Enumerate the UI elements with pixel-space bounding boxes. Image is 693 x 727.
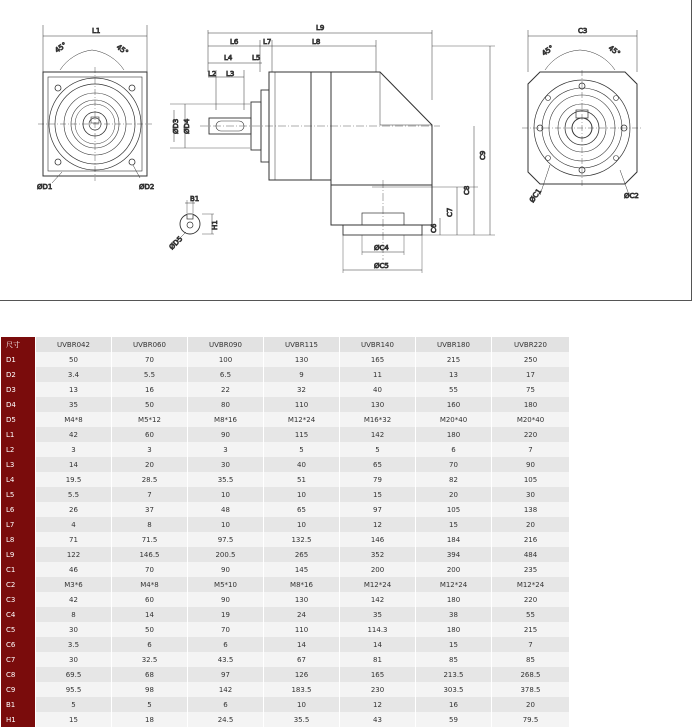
table-cell: 97 [340, 502, 416, 517]
table-cell: 7 [492, 637, 570, 652]
column-header-uvbr180: UVBR180 [416, 337, 492, 352]
table-cell: 12 [340, 517, 416, 532]
table-cell: 42 [36, 592, 112, 607]
technical-drawing [0, 0, 692, 301]
table-cell: 132.5 [264, 532, 340, 547]
dim-D3-label: ØD3 [172, 118, 180, 134]
corner-label: 尺寸 [1, 337, 36, 352]
table-cell: 100 [188, 352, 264, 367]
table-cell: 115 [264, 427, 340, 442]
table-cell: 43.5 [188, 652, 264, 667]
table-cell: 130 [264, 592, 340, 607]
table-cell: 40 [264, 457, 340, 472]
dim-L1-label: L1 [92, 27, 101, 35]
table-cell: 65 [264, 502, 340, 517]
table-row [1, 667, 570, 682]
table-cell: 48 [188, 502, 264, 517]
table-cell: 165 [340, 667, 416, 682]
table-cell: 40 [340, 382, 416, 397]
table-cell: 7 [112, 487, 188, 502]
table-cell: M4*8 [112, 577, 188, 592]
table-cell: 142 [188, 682, 264, 697]
table-cell: 18 [112, 712, 188, 727]
table-cell: 50 [36, 352, 112, 367]
table-cell: 5.5 [36, 487, 112, 502]
table-cell: 85 [492, 652, 570, 667]
front-view [37, 25, 154, 191]
table-cell: 97 [188, 667, 264, 682]
table-cell: 200 [416, 562, 492, 577]
table-cell: 352 [340, 547, 416, 562]
table-cell: 80 [188, 397, 264, 412]
table-cell: 3 [188, 442, 264, 457]
dim-C9-label: C9 [479, 150, 487, 160]
table-cell: 183.5 [264, 682, 340, 697]
table-cell: 3 [36, 442, 112, 457]
table-header-row [1, 337, 570, 352]
table-cell: 165 [340, 352, 416, 367]
table-row [1, 637, 570, 652]
row-label-l2: L2 [1, 442, 36, 457]
table-cell: 6 [188, 637, 264, 652]
table-cell: 98 [112, 682, 188, 697]
table-cell: 3 [112, 442, 188, 457]
row-label-d5: D5 [1, 412, 36, 427]
table-cell: 184 [416, 532, 492, 547]
table-row [1, 682, 570, 697]
table-row [1, 442, 570, 457]
table-cell: 35 [340, 607, 416, 622]
table-cell: 114.3 [340, 622, 416, 637]
table-cell: M5*10 [188, 577, 264, 592]
row-label-l3: L3 [1, 457, 36, 472]
table-cell: 68 [112, 667, 188, 682]
table-cell: 17 [492, 367, 570, 382]
row-label-c8: C8 [1, 667, 36, 682]
table-cell: 19 [188, 607, 264, 622]
table-cell: 6 [112, 637, 188, 652]
row-label-l6: L6 [1, 502, 36, 517]
table-cell: 230 [340, 682, 416, 697]
table-cell: 50 [112, 622, 188, 637]
side-view [167, 24, 495, 273]
row-label-l5: L5 [1, 487, 36, 502]
column-header-uvbr042: UVBR042 [36, 337, 112, 352]
table-row [1, 517, 570, 532]
output-view [522, 27, 642, 204]
row-label-d2: D2 [1, 367, 36, 382]
table-cell: 14 [112, 607, 188, 622]
table-cell: 122 [36, 547, 112, 562]
table-cell: 55 [416, 382, 492, 397]
table-cell: 20 [416, 487, 492, 502]
table-cell: 105 [416, 502, 492, 517]
table-cell: 215 [416, 352, 492, 367]
table-cell: 250 [492, 352, 570, 367]
column-header-uvbr090: UVBR090 [188, 337, 264, 352]
table-cell: 79 [340, 472, 416, 487]
table-cell: M20*40 [416, 412, 492, 427]
table-cell: 110 [264, 622, 340, 637]
row-label-l1: L1 [1, 427, 36, 442]
dim-D5-label: ØD5 [167, 234, 185, 252]
table-row [1, 562, 570, 577]
table-cell: 15 [340, 487, 416, 502]
table-cell: 8 [36, 607, 112, 622]
table-cell: 50 [112, 397, 188, 412]
dim-C7-label: C7 [446, 207, 454, 217]
table-cell: 13 [36, 382, 112, 397]
table-cell: 7 [492, 442, 570, 457]
table-cell: 146 [340, 532, 416, 547]
table-cell: 200 [340, 562, 416, 577]
table-cell: 19.5 [36, 472, 112, 487]
table-cell: 10 [188, 487, 264, 502]
table-cell: 6.5 [188, 367, 264, 382]
table-cell: 85 [416, 652, 492, 667]
table-cell: 24 [264, 607, 340, 622]
table-cell: 10 [188, 517, 264, 532]
table-cell: 30 [36, 622, 112, 637]
table-cell: 12 [340, 697, 416, 712]
row-label-c9: C9 [1, 682, 36, 697]
table-cell: 90 [188, 427, 264, 442]
table-row [1, 577, 570, 592]
table-cell: 5 [112, 697, 188, 712]
table-cell: 105 [492, 472, 570, 487]
row-label-l8: L8 [1, 532, 36, 547]
spec-table [1, 337, 570, 727]
table-cell: 213.5 [416, 667, 492, 682]
table-row [1, 697, 570, 712]
table-cell: M12*24 [340, 577, 416, 592]
table-row [1, 652, 570, 667]
dim-H1-label: H1 [211, 220, 219, 230]
table-cell: 5.5 [112, 367, 188, 382]
table-cell: 69.5 [36, 667, 112, 682]
table-row [1, 352, 570, 367]
table-row [1, 397, 570, 412]
table-cell: 180 [416, 622, 492, 637]
table-cell: 22 [188, 382, 264, 397]
table-cell: 180 [416, 592, 492, 607]
table-cell: 30 [36, 652, 112, 667]
table-cell: 3.5 [36, 637, 112, 652]
dim-C5-label: ØC5 [374, 262, 389, 270]
dim-L7-label: L7 [263, 38, 272, 46]
table-cell: 180 [416, 427, 492, 442]
table-cell: 5 [264, 442, 340, 457]
table-cell: 46 [36, 562, 112, 577]
table-cell: 126 [264, 667, 340, 682]
table-row [1, 622, 570, 637]
table-cell: 20 [492, 517, 570, 532]
table-row [1, 607, 570, 622]
table-cell: 110 [264, 397, 340, 412]
table-row [1, 532, 570, 547]
table-cell: 8 [112, 517, 188, 532]
dim-C2-label: ØC2 [624, 192, 639, 200]
table-cell: 37 [112, 502, 188, 517]
angle-label-3: 45° [540, 43, 556, 58]
table-cell: 142 [340, 427, 416, 442]
table-cell: 220 [492, 592, 570, 607]
row-label-h1: H1 [1, 712, 36, 727]
table-cell: M8*16 [264, 577, 340, 592]
table-cell: 81 [340, 652, 416, 667]
table-row [1, 487, 570, 502]
dim-L9-label: L9 [316, 24, 325, 32]
table-row [1, 502, 570, 517]
table-cell: 180 [492, 397, 570, 412]
table-cell: M8*16 [188, 412, 264, 427]
table-cell: 14 [36, 457, 112, 472]
table-cell: 160 [416, 397, 492, 412]
table-cell: 11 [340, 367, 416, 382]
row-label-l4: L4 [1, 472, 36, 487]
table-row [1, 382, 570, 397]
table-cell: 65 [340, 457, 416, 472]
table-cell: 216 [492, 532, 570, 547]
table-cell: 70 [188, 622, 264, 637]
table-cell: 71 [36, 532, 112, 547]
table-cell: 3.4 [36, 367, 112, 382]
table-cell: M4*8 [36, 412, 112, 427]
table-cell: 16 [416, 697, 492, 712]
table-row [1, 547, 570, 562]
technical-drawing-frame [0, 0, 692, 301]
table-cell: 71.5 [112, 532, 188, 547]
row-label-d4: D4 [1, 397, 36, 412]
dim-L5-label: L5 [252, 54, 261, 62]
row-label-c5: C5 [1, 622, 36, 637]
table-body [1, 352, 570, 727]
dim-C3-label: C3 [578, 27, 588, 35]
table-cell: 484 [492, 547, 570, 562]
table-row [1, 427, 570, 442]
dim-D1-label: ØD1 [37, 183, 53, 191]
dim-D4-label: ØD4 [183, 118, 191, 134]
column-header-uvbr060: UVBR060 [112, 337, 188, 352]
angle-label-4: 45° [606, 44, 622, 58]
table-cell: 90 [492, 457, 570, 472]
table-cell: 146.5 [112, 547, 188, 562]
dim-L4-label: L4 [224, 54, 233, 62]
dim-L2-label: L2 [208, 70, 217, 78]
row-label-l7: L7 [1, 517, 36, 532]
table-cell: 6 [416, 442, 492, 457]
dim-L8-label: L8 [312, 38, 321, 46]
table-cell: M5*12 [112, 412, 188, 427]
table-cell: 15 [416, 517, 492, 532]
table-cell: 82 [416, 472, 492, 487]
table-cell: 4 [36, 517, 112, 532]
table-cell: 35 [36, 397, 112, 412]
table-cell: 5 [36, 697, 112, 712]
table-cell: 14 [340, 637, 416, 652]
table-cell: 70 [112, 352, 188, 367]
table-row [1, 592, 570, 607]
table-cell: 35.5 [188, 472, 264, 487]
table-cell: 303.5 [416, 682, 492, 697]
table-cell: 138 [492, 502, 570, 517]
table-cell: M20*40 [492, 412, 570, 427]
row-label-c3: C3 [1, 592, 36, 607]
table-cell: 51 [264, 472, 340, 487]
table-cell: 215 [492, 622, 570, 637]
row-label-c4: C4 [1, 607, 36, 622]
shaft-section-view [168, 195, 219, 251]
table-row [1, 712, 570, 727]
table-cell: 200.5 [188, 547, 264, 562]
row-label-c6: C6 [1, 637, 36, 652]
table-cell: 70 [416, 457, 492, 472]
row-label-d3: D3 [1, 382, 36, 397]
table-cell: 90 [188, 562, 264, 577]
table-cell: M12*24 [264, 412, 340, 427]
table-cell: 10 [264, 697, 340, 712]
table-cell: 90 [188, 592, 264, 607]
dim-L3-label: L3 [226, 70, 235, 78]
table-cell: 30 [492, 487, 570, 502]
table-cell: 43 [340, 712, 416, 727]
table-cell: 35.5 [264, 712, 340, 727]
table-row [1, 412, 570, 427]
column-header-uvbr140: UVBR140 [340, 337, 416, 352]
table-cell: 378.5 [492, 682, 570, 697]
table-cell: 10 [264, 517, 340, 532]
row-label-c2: C2 [1, 577, 36, 592]
dim-L6-label: L6 [230, 38, 239, 46]
table-cell: 38 [416, 607, 492, 622]
table-cell: 32.5 [112, 652, 188, 667]
table-cell: 75 [492, 382, 570, 397]
table-cell: 42 [36, 427, 112, 442]
dim-C4-label: ØC4 [374, 244, 389, 252]
table-cell: 5 [340, 442, 416, 457]
table-cell: 60 [112, 427, 188, 442]
table-cell: 20 [112, 457, 188, 472]
table-cell: 265 [264, 547, 340, 562]
table-cell: 67 [264, 652, 340, 667]
table-cell: 28.5 [112, 472, 188, 487]
table-row [1, 457, 570, 472]
table-cell: M12*24 [492, 577, 570, 592]
table-cell: 55 [492, 607, 570, 622]
table-cell: 24.5 [188, 712, 264, 727]
table-cell: M12*24 [416, 577, 492, 592]
table-cell: 14 [264, 637, 340, 652]
table-cell: 15 [36, 712, 112, 727]
table-cell: M3*6 [36, 577, 112, 592]
table-cell: 59 [416, 712, 492, 727]
table-cell: 220 [492, 427, 570, 442]
table-cell: 6 [188, 697, 264, 712]
table-cell: 26 [36, 502, 112, 517]
table-cell: 20 [492, 697, 570, 712]
table-cell: 79.5 [492, 712, 570, 727]
table-row [1, 472, 570, 487]
row-label-l9: L9 [1, 547, 36, 562]
table-cell: M16*32 [340, 412, 416, 427]
column-header-uvbr220: UVBR220 [492, 337, 570, 352]
table-cell: 32 [264, 382, 340, 397]
table-cell: 394 [416, 547, 492, 562]
dim-B1-label: B1 [190, 195, 200, 203]
table-cell: 130 [340, 397, 416, 412]
table-cell: 145 [264, 562, 340, 577]
row-label-c1: C1 [1, 562, 36, 577]
table-cell: 30 [188, 457, 264, 472]
angle-label-2: 45° [114, 43, 130, 57]
column-header-uvbr115: UVBR115 [264, 337, 340, 352]
table-cell: 235 [492, 562, 570, 577]
table-cell: 70 [112, 562, 188, 577]
table-cell: 142 [340, 592, 416, 607]
row-label-c7: C7 [1, 652, 36, 667]
row-label-b1: B1 [1, 697, 36, 712]
row-label-d1: D1 [1, 352, 36, 367]
table-row [1, 367, 570, 382]
dim-D2-label: ØD2 [139, 183, 155, 191]
angle-label-1: 45° [53, 40, 69, 55]
table-cell: 13 [416, 367, 492, 382]
table-cell: 15 [416, 637, 492, 652]
table-cell: 130 [264, 352, 340, 367]
table-cell: 16 [112, 382, 188, 397]
table-cell: 268.5 [492, 667, 570, 682]
table-cell: 95.5 [36, 682, 112, 697]
dim-C8-label: C8 [463, 185, 471, 195]
table-cell: 9 [264, 367, 340, 382]
dim-C6-label: C6 [430, 223, 438, 233]
table-cell: 10 [264, 487, 340, 502]
table-cell: 97.5 [188, 532, 264, 547]
dim-C1-label: ØC1 [528, 187, 544, 205]
table-cell: 60 [112, 592, 188, 607]
